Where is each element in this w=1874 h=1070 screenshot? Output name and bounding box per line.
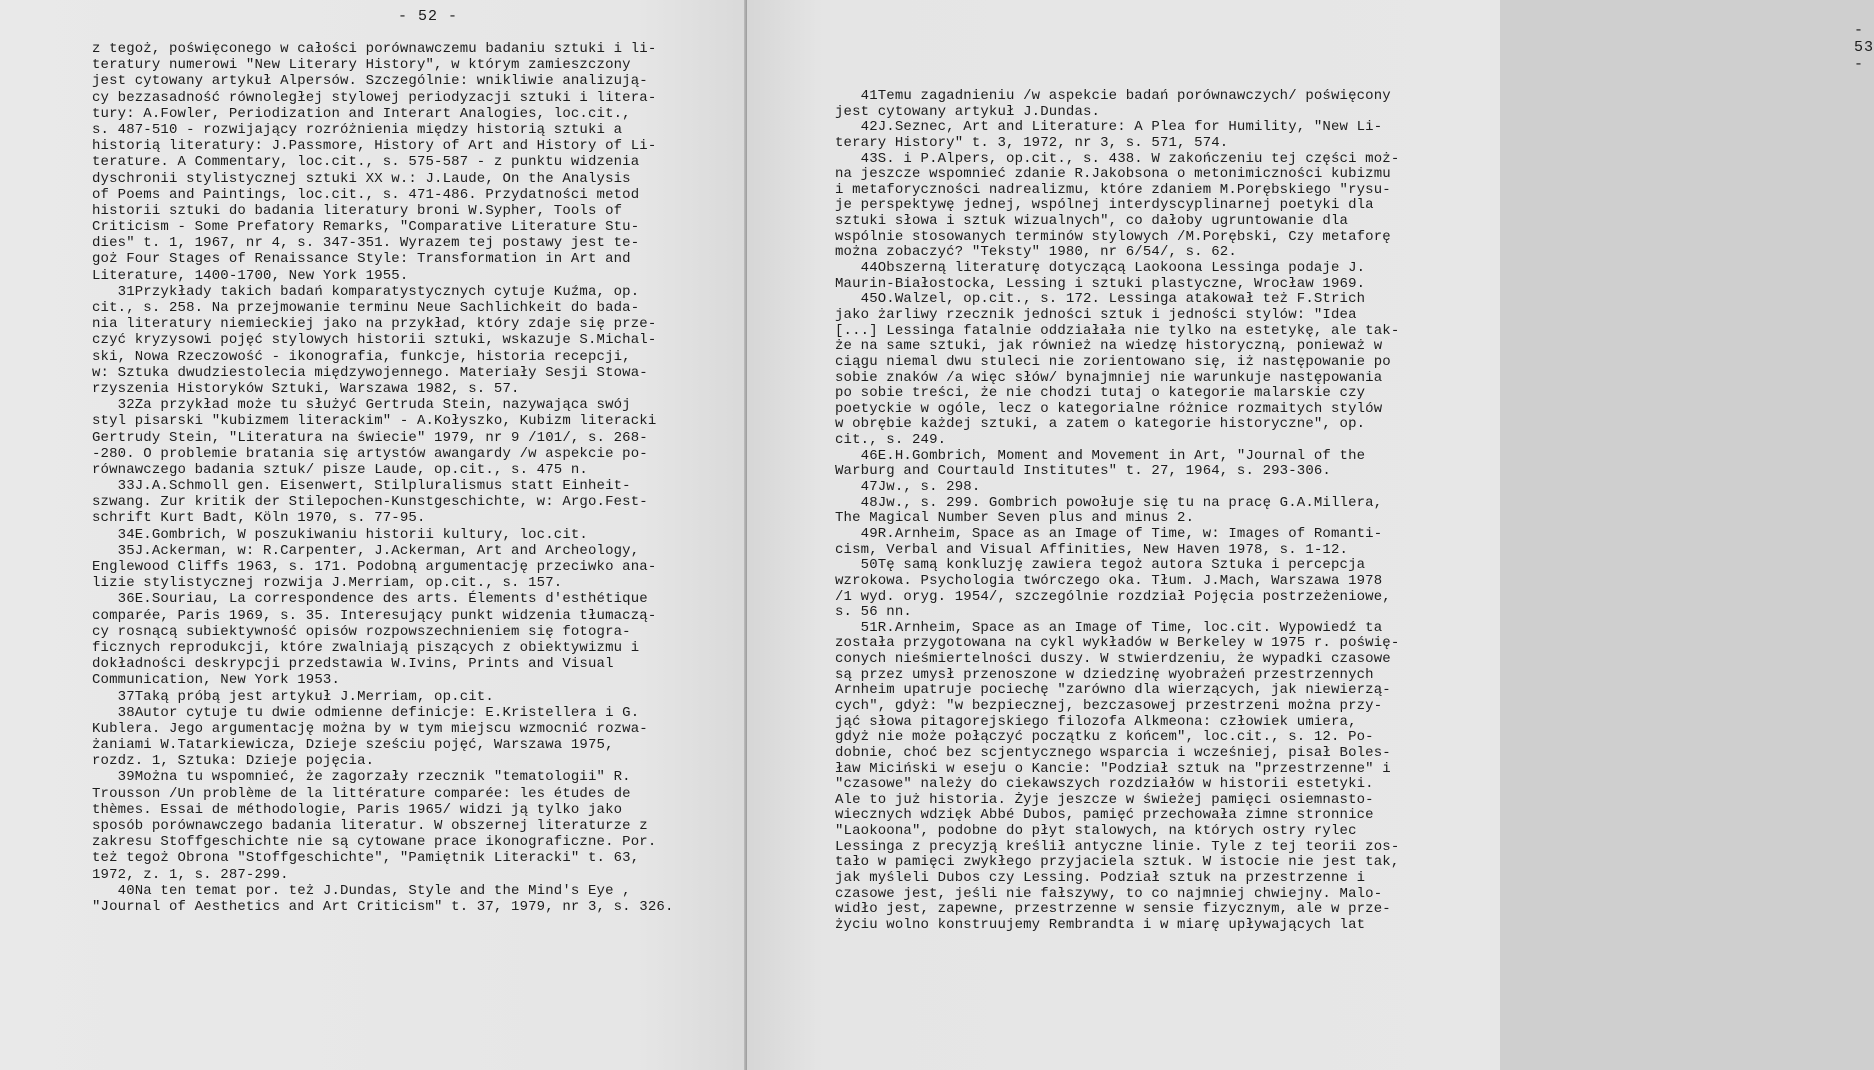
text-line: Kublera. Jego argumentację można by w tym miejscu wzmocnić rozwa- bbox=[92, 720, 648, 737]
footnote-45: 45O.Walzel, op.cit., s. 172. Lessinga atakował też F.Strich bbox=[835, 291, 1366, 308]
text-line: comparée, Paris 1969, s. 35. Interesujący punkt widzenia tłumaczą- bbox=[92, 607, 657, 624]
footnote-40: 40Na ten temat por. też J.Dundas, Style and the Mind's Eye , bbox=[92, 882, 631, 899]
text-line: widło jest, zapewne, przestrzenne w sensie fizycznym, ale w prze- bbox=[835, 901, 1391, 918]
text-line: goż Four Stages of Renaissance Style: Transformation in Art and bbox=[92, 251, 631, 268]
text-line: Warburg and Courtauld Institutes" t. 27, 1964, s. 293-306. bbox=[835, 463, 1331, 480]
footnote-48: 48Jw., s. 299. Gombrich powołuje się tu na pracę G.A.Millera, bbox=[835, 494, 1383, 511]
text-line bbox=[835, 934, 1460, 950]
text-line: jak myśleli Dubos czy Lessing. Podział sztuk na przestrzenne i bbox=[835, 870, 1366, 887]
text-line: dokładności deskrypcji przedstawia W.Ivins, Prints and Visual bbox=[92, 656, 614, 673]
footnote-39: 39Można tu wspomnieć, że zagorzały rzecznik "tematologii" R. bbox=[92, 769, 631, 786]
footnote-31: 31Przykłady takich badań komparatystycznych cytuje Kuźma, op. bbox=[92, 283, 640, 300]
footnote-43: 43S. i P.Alpers, op.cit., s. 438. W zakończeniu tej części moż- bbox=[835, 150, 1400, 167]
text-line: czyć kryzysowi pojęć stylowych historii sztuki, wskazuje S.Michal- bbox=[92, 332, 657, 349]
footnote-32: 32Za przykład może tu służyć Gertruda Stein, nazywająca swój bbox=[92, 397, 631, 414]
text-line: jest cytowany artykuł J.Dundas. bbox=[835, 103, 1101, 120]
footnote-44: 44Obszerną literaturę dotyczącą Laokoona Lessinga podaje J. bbox=[835, 260, 1366, 277]
text-line: [...] Lessinga fatalnie oddziałała nie tylko na estetykę, ale tak- bbox=[835, 322, 1400, 339]
text-line: równawczego badania sztuk/ pisze Laude, op.cit., s. 475 n. bbox=[92, 461, 588, 478]
text-line: tało w pamięci zwykłego przyjaciela sztuk. W istocie nie jest tak, bbox=[835, 854, 1400, 871]
text-line: 1972, z. 1, s. 287-299. bbox=[92, 866, 289, 883]
footnote-49: 49R.Arnheim, Space as an Image of Time, w: Images of Romanti- bbox=[835, 525, 1383, 542]
text-line: terary History" t. 3, 1972, nr 3, s. 571, 574. bbox=[835, 134, 1229, 151]
text-line: s. 56 nn. bbox=[835, 604, 912, 621]
text-line: ciągu niemal dwu stuleci nie zorientowano się, iż następowanie po bbox=[835, 353, 1391, 370]
text-line: The Magical Number Seven plus and minus 2. bbox=[835, 510, 1195, 527]
text-line: dobnie, choć bez scjentycznego wsparcia i wcześniej, pisał Boles- bbox=[835, 744, 1391, 761]
text-line: cy bezzasadność równoległej stylowej periodyzacji sztuki i litera- bbox=[92, 89, 657, 106]
text-line: ski, Nowa Rzeczowość - ikonografia, funkcje, historia recepcji, bbox=[92, 348, 631, 365]
text-line: Communication, New York 1953. bbox=[92, 672, 340, 689]
left-page-text bbox=[92, 41, 733, 915]
text-line: Gertrudy Stein, "Literatura na świecie" 1979, nr 9 /101/, s. 268- bbox=[92, 429, 648, 446]
text-line: ław Miciński w eseju o Kancie: "Podział sztuk na "przestrzenne" i bbox=[835, 760, 1391, 777]
text-line: na jeszcze wspomnieć zdanie R.Jakobsona o metonimiczności kubizmu bbox=[835, 166, 1391, 183]
footnote-41: 41Temu zagadnieniu /w aspekcie badań porównawczych/ poświęcony bbox=[835, 88, 1391, 104]
text-line: historii sztuki do badania literatury broni W.Sypher, Tools of bbox=[92, 202, 623, 219]
text-line: schrift Kurt Badt, Köln 1970, s. 77-95. bbox=[92, 510, 426, 527]
page-number-left: - 52 - bbox=[398, 8, 459, 25]
footnote-34: 34E.Gombrich, W poszukiwaniu historii kultury, loc.cit. bbox=[92, 526, 588, 543]
text-line: wspólnie stosowanych terminów stylowych /M.Porębski, Czy metaforę bbox=[835, 228, 1391, 245]
text-line: terature. A Commentary, loc.cit., s. 575-587 - z punktu widzenia bbox=[92, 154, 640, 171]
text-line: tury: A.Fowler, Periodization and Interart Analogies, loc.cit., bbox=[92, 105, 631, 122]
footnote-36: 36E.Souriau, La correspondence des arts. Élements d'esthétique bbox=[92, 591, 648, 608]
text-line: teratury numerowi "New Literary History", w którym zamieszczony bbox=[92, 57, 631, 74]
text-line: życiu wolno konstruujemy Rembrandta i w miarę upływających lat bbox=[835, 916, 1366, 933]
text-line: sztuki słowa i sztuk wizualnych", co dałoby ugruntowanie dla bbox=[835, 213, 1349, 230]
text-line: "czasowe" należy do ciekawszych rozdziałów w historii estetyki. bbox=[835, 776, 1374, 793]
text-line: conych nieśmiertelności duszy. W stwierdzeniu, że wypadki czasowe bbox=[835, 651, 1391, 668]
right-page: - 53 - 41Temu zagadnieniu /w aspekcie badań porównawczych/ poświęcony jest cytowany artykuł J.Dundas. 42J.Seznec, Art and Literature: A Plea for Humility, "New Li- terary History" t. 3, 1972, nr 3, s. 571, 574. 43S. i P.Alpers, op.cit., s. 438. W zakończeniu tej części moż- na jeszcze wspomnieć zdanie R.Jakobsona o metonimiczności kubizmu i metaforyczności nadrealizmu, które zdaniem M.Porębskiego "rysu- je perspektywę jednej, wspólnej interdyscyplinarnej poetyki dla sztuki słowa i sztuk wizualnych", co dałoby ugruntowanie dla wspólnie stosowanych terminów stylowych /M.Porębski, Czy metaforę można zobaczyć? "Teksty" 1980, nr 6/54/, s. 62. 44Obszerną literaturę dotyczącą Laokoona Lessinga podaje J. Maurin-Białostocka, Lessing i sztuki plastyczne, Wrocław 1969. 45O.Walzel, op.cit., s. 172. Lessinga atakował też F.Strich jako żarliwy rzecznik jedności sztuk i jedności stylów: "Idea [...] Lessinga fatalnie oddziałała nie tylko na estetykę, ale tak- że na same sztuki, jak również na wiedzę historyczną, ponieważ w ciągu niemal dwu stuleci nie zorientowano się, iż następowanie po sobie znaków /a więc słów/ bynajmniej nie warunkuje następowania po sobie treści, że nie chodzi tutaj o kategorie malarskie czy poetyckie w ogóle, lecz o kategorialne różnice rozmaitych stylów w obrębie każdej sztuki, a zatem o kategorie historyczne", op. cit., s. 249. 46E.H.Gombrich, Moment and Movement in Art, "Journal of the Warburg and Courtauld Institutes" t. 27, 1964, s. 293-306. 47Jw., s. 298. 48Jw., s. 299. Gombrich powołuje się tu na pracę G.A.Millera, The Magical Number Seven plus and minus 2. 49R.Arnheim, Space as an Image of Time, w: Images of Romanti- cism, Verbal and Visual Affinities, New Haven 1978, s. 1-12. 50Tę samą konkluzję zawiera tegoż autora Sztuka i percepcja wzrokowa. Psychologia twórczego oka. Tłum. J.Mach, Warszawa 1978 /1 wyd. oryg. 1954/, szczególnie rozdział Pojęcia postrzeżeniowe, s. 56 nn. 51R.Arnheim, Space as an Image of Time, loc.cit. Wypowiedź ta została przygotowana na cykl wykładów w Berkeley w 1975 r. poświę- conych nieśmiertelności duszy. W stwierdzeniu, że wypadki czasowe są przez umysł przenoszone w dziedzinę wyobrażeń przestrzennych Arnheim upatruje pociechę "zarówno dla wierzących, jak niewierzą- cych", gdyż: "w bezpiecznej, bezczasowej przestrzeni można przy- jąć słowa pitagorejskiego filozofa Alkmeona: człowiek umiera, gdyż nie może połączyć początku z końcem", loc.cit., s. 12. Po- dobnie, choć bez scjentycznego wsparcia i wcześniej, pisał Boles- ław Miciński w eseju o Kancie: "Podział sztuk na "przestrzenne" i "czasowe" należy do ciekawszych rozdziałów w historii estetyki. Ale to już historia. Żyje jeszcze w świeżej pamięci osiemnasto- wiecznych wdzięk Abbé Dubos, pamięć przechowała zimne stronnice "Laokoona", podobne do płyt stalowych, na których ostry rylec Lessinga z precyzją kreślił antyczne linie. Tyle z tej teorii zos- tało w pamięci zwykłego przyjaciela sztuk. W istocie nie jest tak, jak myśleli Dubos czy Lessing. Podział sztuk na przestrzenne i czasowe jest, jeśli nie fałszywy, to co najmniej chwiejny. Malo- widło jest, zapewne, przestrzenne w sensie fizycznym, ale w prze- życiu wolno konstruujemy Rembrandta i w miarę upływających lat bbox=[747, 0, 1500, 1070]
text-line: jąć słowa pitagorejskiego filozofa Alkmeona: człowiek umiera, bbox=[835, 713, 1357, 730]
text-line: cism, Verbal and Visual Affinities, New Haven 1978, s. 1-12. bbox=[835, 541, 1349, 558]
text-line: Ale to już historia. Żyje jeszcze w świeżej pamięci osiemnasto- bbox=[835, 791, 1374, 808]
text-line: jako żarliwy rzecznik jedności sztuk i jedności stylów: "Idea bbox=[835, 306, 1357, 323]
text-line: je perspektywę jednej, wspólnej interdyscyplinarnej poetyki dla bbox=[835, 197, 1374, 214]
footnote-47: 47Jw., s. 298. bbox=[835, 479, 981, 496]
footnote-35: 35J.Ackerman, w: R.Carpenter, J.Ackerman, Art and Archeology, bbox=[92, 542, 640, 559]
text-line: Trousson /Un problème de la littérature comparée: les études de bbox=[92, 785, 631, 802]
text-line: Lessinga z precyzją kreślił antyczne linie. Tyle z tej teorii zos- bbox=[835, 838, 1400, 855]
text-line: w: Sztuka dwudziestolecia międzywojennego. Materiały Sesji Stowa- bbox=[92, 364, 648, 381]
text-line: dies" t. 1, 1967, nr 4, s. 347-351. Wyrazem tej postawy jest te- bbox=[92, 235, 640, 252]
text-line: Criticism - Some Prefatory Remarks, "Comparative Literature Stu- bbox=[92, 219, 640, 236]
text-line: /1 wyd. oryg. 1954/, szczególnie rozdział Pojęcia postrzeżeniowe, bbox=[835, 588, 1391, 605]
text-line: nia literatury niemieckiej jako na przykład, który zdaje się prze- bbox=[92, 316, 657, 333]
text-line: styl pisarski "kubizmem literackim" - A.Kołyszko, Kubizm literacki bbox=[92, 413, 657, 430]
footnote-38: 38Autor cytuje tu dwie odmienne definicje: E.Kristellera i G. bbox=[92, 704, 640, 721]
text-line: s. 487-510 - rozwijający rozróżnienia między historią sztuki a bbox=[92, 121, 623, 138]
text-line: cit., s. 249. bbox=[835, 432, 947, 449]
text-line: w obrębie każdej sztuki, a zatem o kategorie historyczne", op. bbox=[835, 416, 1366, 433]
text-line: gdyż nie może połączyć początku z końcem", loc.cit., s. 12. Po- bbox=[835, 729, 1374, 746]
footnote-51: 51R.Arnheim, Space as an Image of Time, loc.cit. Wypowiedź ta bbox=[835, 619, 1383, 636]
text-line: Arnheim upatruje pociechę "zarówno dla wierzących, jak niewierzą- bbox=[835, 682, 1391, 699]
text-line: szwang. Zur kritik der Stilepochen-Kunstgeschichte, w: Argo.Fest- bbox=[92, 494, 648, 511]
text-line: "Laokoona", podobne do płyt stalowych, na których ostry rylec bbox=[835, 823, 1357, 840]
text-line: -280. O problemie bratania się artystów awangardy /w aspekcie po- bbox=[92, 445, 648, 462]
text-line: dyschronii stylistycznej sztuki XX w.: J.Laude, On the Analysis bbox=[92, 170, 631, 187]
text-line: z tegoż, poświęconego w całości porównawczemu badaniu sztuki i li- bbox=[92, 41, 657, 57]
text-line: cy rosnącą subiektywność opisów rozpowszechnieniem się fotogra- bbox=[92, 623, 631, 640]
text-line: Englewood Cliffs 1963, s. 171. Podobną argumentację przeciwko ana- bbox=[92, 559, 657, 575]
text-line: of Poems and Paintings, loc.cit., s. 471-486. Przydatności metod bbox=[92, 186, 640, 203]
text-line: poetyckie w ogóle, lecz o kategorialne różnice rozmaitych stylów bbox=[835, 400, 1383, 417]
text-line: żaniami W.Tatarkiewicza, Dzieje sześciu pojęć, Warszawa 1975, bbox=[92, 737, 614, 754]
text-line: "Journal of Aesthetics and Art Criticism" t. 37, 1979, nr 3, s. 326. bbox=[92, 898, 674, 915]
text-line: lizie stylistycznej rozwija J.Merriam, op.cit., s. 157. bbox=[92, 575, 563, 592]
footnote-46: 46E.H.Gombrich, Moment and Movement in Art, "Journal of the bbox=[835, 447, 1366, 464]
right-page-text bbox=[835, 89, 1460, 949]
footnote-50: 50Tę samą konkluzję zawiera tegoż autora Sztuka i percepcja bbox=[835, 557, 1366, 574]
left-page bbox=[0, 0, 747, 1070]
footnote-33: 33J.A.Schmoll gen. Eisenwert, Stilpluralismus statt Einheit- bbox=[92, 478, 631, 495]
text-line: że na same sztuki, jak również na wiedzę historyczną, ponieważ w bbox=[835, 338, 1383, 355]
text-line: Maurin-Białostocka, Lessing i sztuki plastyczne, Wrocław 1969. bbox=[835, 275, 1366, 292]
text-line: wzrokowa. Psychologia twórczego oka. Tłum. J.Mach, Warszawa 1978 bbox=[835, 572, 1383, 589]
text-line: sobie znaków /a więc słów/ bynajmniej nie warunkuje następowania bbox=[835, 369, 1383, 386]
text-line: po sobie treści, że nie chodzi tutaj o kategorie malarskie czy bbox=[835, 385, 1366, 402]
text-line: są przez umysł przenoszone w dziedzinę wyobrażeń przestrzennych bbox=[835, 666, 1374, 683]
text-line: rozdz. 1, Sztuka: Dzieje pojęcia. bbox=[92, 753, 375, 770]
text-line: została przygotowana na cykl wykładów w Berkeley w 1975 r. poświę- bbox=[835, 635, 1400, 652]
text-line: zakresu Stoffgeschichte nie są cytowane prace ikonograficzne. Por. bbox=[92, 834, 657, 851]
text-line: czasowe jest, jeśli nie fałszywy, to co najmniej chwiejny. Malo- bbox=[835, 885, 1383, 902]
text-line: można zobaczyć? "Teksty" 1980, nr 6/54/, s. 62. bbox=[835, 244, 1237, 261]
text-line: thèmes. Essai de méthodologie, Paris 1965/ widzi ją tylko jako bbox=[92, 801, 623, 818]
footnote-42: 42J.Seznec, Art and Literature: A Plea for Humility, "New Li- bbox=[835, 119, 1383, 136]
text-line: też tegoż Obrona "Stoffgeschichte", "Pamiętnik Literacki" t. 63, bbox=[92, 850, 640, 867]
text-line: i metaforyczności nadrealizmu, które zdaniem M.Porębskiego "rysu- bbox=[835, 181, 1391, 198]
text-line: wiecznych wdzięk Abbé Dubos, pamięć przechowała zimne stronnice bbox=[835, 807, 1374, 824]
footnote-37: 37Taką próbą jest artykuł J.Merriam, op.cit. bbox=[92, 688, 494, 705]
text-line: Literature, 1400-1700, New York 1955. bbox=[92, 267, 409, 284]
text-line: cit., s. 258. Na przejmowanie terminu Neue Sachlichkeit do bada- bbox=[92, 300, 640, 316]
text-line: ficznych reprodukcji, które zwalniają piszących z obiektywizmu i bbox=[92, 639, 640, 656]
text-line: rzyszenia Historyków Sztuki, Warszawa 1982, s. 57. bbox=[92, 380, 520, 397]
text-line: sposób porównawczego badania literatur. W obszernej literaturze z bbox=[92, 818, 648, 834]
text-line: jest cytowany artykuł Alpersów. Szczególnie: wnikliwie analizują- bbox=[92, 73, 648, 90]
text-line: cych", gdyż: "w bezpiecznej, bezczasowej przestrzeni można przy- bbox=[835, 697, 1383, 714]
text-line: historią literatury: J.Passmore, History of Art and History of Li- bbox=[92, 138, 657, 155]
